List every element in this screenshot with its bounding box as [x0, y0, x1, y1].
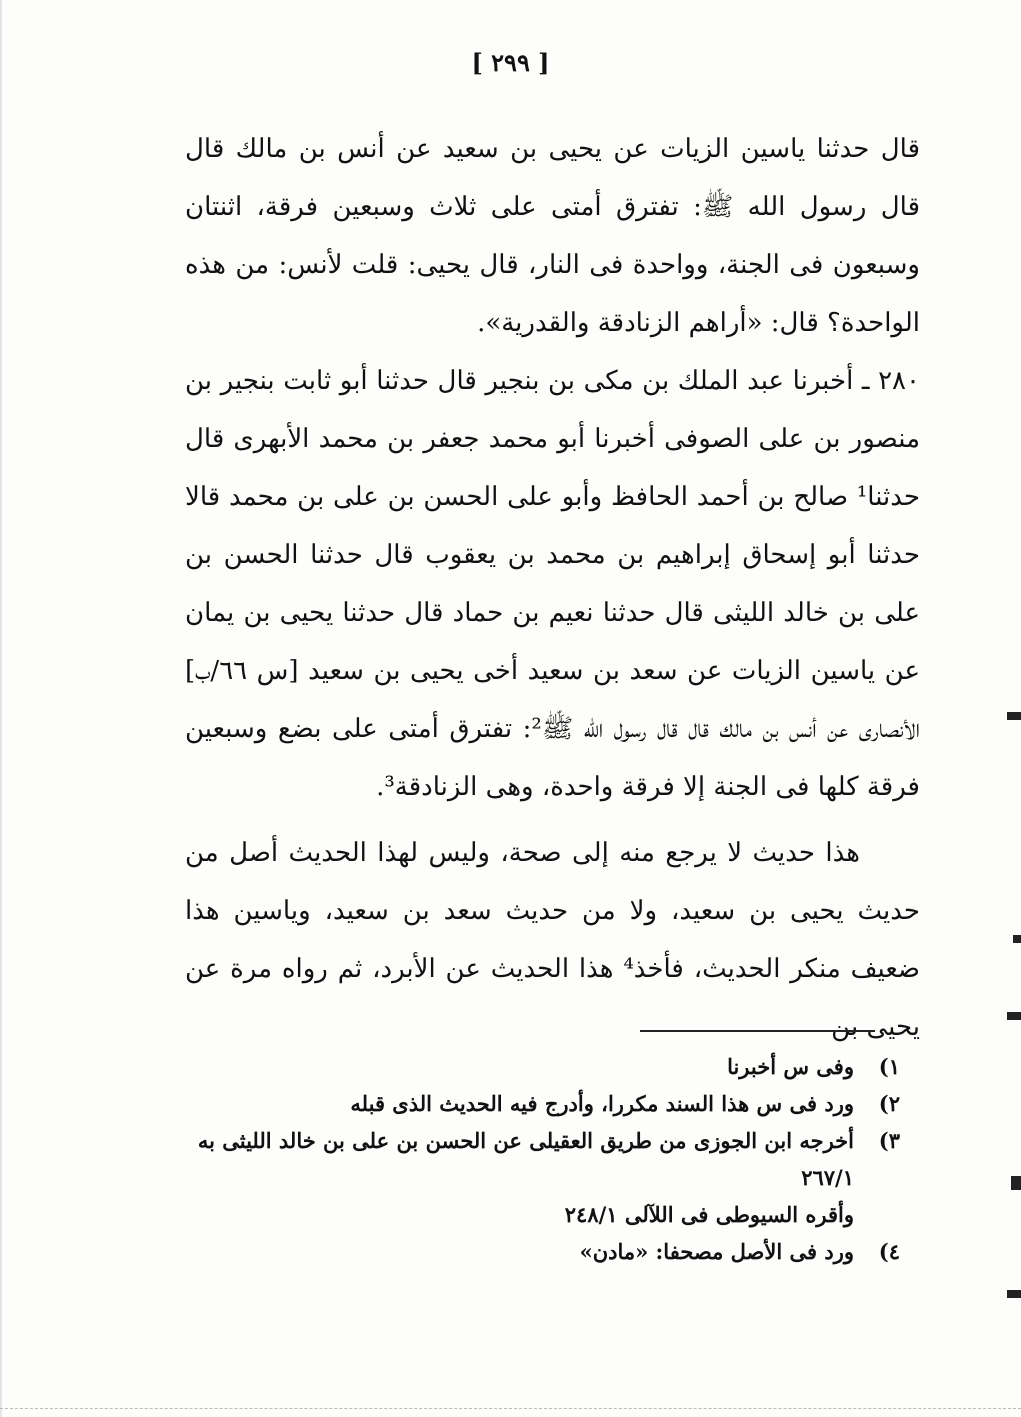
- page-edge-shadow: [0, 0, 2, 1417]
- footnote-divider: [640, 1030, 875, 1032]
- footnote-text-wrap: [160, 1122, 854, 1233]
- scan-edge-mark: [1011, 1176, 1021, 1190]
- scan-edge-mark: [1007, 712, 1021, 720]
- footnote-text: ورد فى الأصل مصحفا: «مادن»: [579, 1239, 854, 1264]
- scan-edge-mark: [1007, 1290, 1021, 1298]
- footnote-text: ورد فى س هذا السند مكررا، وأدرج فيه الحديث الذى قبله: [350, 1091, 854, 1116]
- footnote-3: [160, 1122, 900, 1233]
- paragraph-2-hadith-280: ٢٨٠ ـ أخبرنا عبد الملك بن مكى بن بنجير قال حدثنا أبو ثابت بنجير بن منصور بن على الصوفى أخبرنا أبو محمد جعفر بن محمد الأبهرى قال حدثنا¹ صالح بن أحمد الحافظ وأبو على الحسن بن على بن محمد قالا حدثنا أبو إسحاق إبراهيم بن محمد بن يعقوب قال حدثنا الحسن بن على بن خالد الليثى قال حدثنا نعيم بن حماد قال حدثنا يحيى بن يمان عن ياسين الزيات عن سعد بن سعيد أخى يحيى بن سعيد [س ٦٦/ب] الأنصارى عن أنس بن مالك قال قال رسول الله ﷺ²: تفترق أمتى على بضع وسبعين فرقة كلها فى الجنة إلا فرقة واحدة، وهى الزنادقة³.: [185, 366, 920, 802]
- footnote-number: ١): [878, 1054, 900, 1079]
- footnote-text: وفى س أخبرنا: [727, 1054, 854, 1079]
- paragraph-1: قال حدثنا ياسين الزيات عن يحيى بن سعيد عن أنس بن مالك قال قال رسول الله ﷺ: تفترق أمتى على ثلاث وسبعين فرقة، اثنتان وسبعون فى الجنة، وواحدة فى النار، قال يحيى: قلت لأنس: من هذه الواحدة؟ قال: «أراهم الزنادقة والقدرية».: [185, 134, 920, 338]
- footnote-2: [160, 1085, 900, 1122]
- footnote-1: [160, 1048, 900, 1085]
- footnote-number: ٢): [878, 1091, 900, 1116]
- footnote-number: ٤): [878, 1239, 900, 1264]
- scan-edge-mark: [1007, 1012, 1021, 1020]
- footnote-text: أخرجه ابن الجوزى من طريق العقيلى عن الحسن بن على بن خالد الليثى به ٢٦٧/١: [197, 1128, 854, 1190]
- footnote-4: [160, 1233, 900, 1270]
- footnote-number: ٣): [878, 1128, 900, 1153]
- scan-edge-mark: [1013, 935, 1021, 943]
- scan-bottom-edge: [0, 1408, 1021, 1409]
- footnote-text-continued: وأقره السيوطى فى اللآلى ٢٤٨/١: [564, 1202, 854, 1227]
- footnotes: [160, 1048, 900, 1270]
- page-number: [ ٢٩٩ ]: [471, 48, 550, 77]
- paragraph-3-commentary: هذا حديث لا يرجع منه إلى صحة، وليس لهذا الحديث أصل من حديث يحيى بن سعيد، ولا من حديث سعد بن سعيد، وياسين هذا ضعيف منكر الحديث، فأخذ⁴ هذا الحديث عن الأبرد، ثم رواه مرة عن يحيى بن: [185, 838, 920, 1042]
- main-text: [185, 120, 920, 1056]
